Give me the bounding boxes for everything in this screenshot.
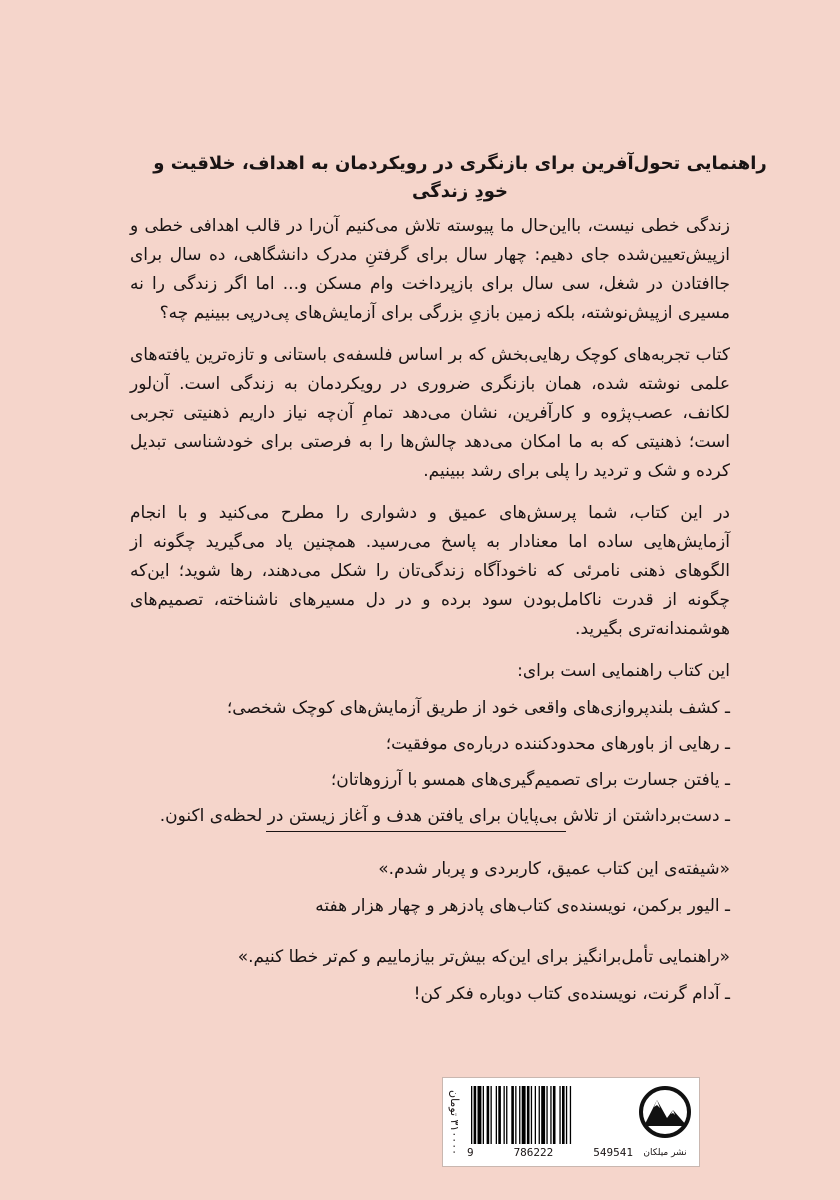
endorsements: [130, 855, 730, 1031]
isbn-digit-group-1: 786222: [513, 1146, 554, 1159]
book-subtitle: راهنمایی تحول‌آفرین برای بازنگری در رویکردمان به اهداف، خلاقیت و خودِ زندگی: [153, 153, 767, 202]
quote-author: ـ الیور برکمن، نویسنده‌ی کتاب‌های پادزهر و چهار هزار هفته: [315, 896, 730, 916]
benefit-list: [130, 694, 730, 831]
list-item: ـ رهایی از باورهای محدودکننده درباره‌ی موفقیت؛: [385, 734, 730, 754]
list-item: ـ کشف بلندپروازی‌های واقعی خود از طریق آزمایش‌های کوچک شخصی؛: [226, 698, 730, 718]
blurb-paragraph-1: زندگی خطی نیست، بااین‌حال ما پیوسته تلاش می‌کنیم آن‌را در قالب اهدافی خطی و ازپیش‌تعیین‌شده جای دهیم: چهار سال برای گرفتنِ مدرک دانشگاهی، ده سال برای جاافتادن در شغل، سی سال برای بازپرداخت وام مسکن و... اما اگر زندگی را نه مسیری ازپیش‌نوشته، بلکه زمین بازیِ بزرگی برای آزمایش‌های پی‌درپی ببینیم چه؟: [130, 216, 730, 323]
blurb-paragraph-2: کتاب تجربه‌های کوچک رهایی‌بخش که بر اساس فلسفه‌ی باستانی و تازه‌ترین یافته‌های علمی نوشته شده، همان بازنگری ضروری در رویکردمان به زندگی است. آن‌لور لکانف، عصب‌پژوه و کارآفرین، نشان می‌دهد تمامِ آن‌چه نیاز داریم ذهنیتی تجربی است؛ ذهنیتی که به ما امکان می‌دهد چالش‌ها را به فرصتی برای خودشناسی تبدیل کرده و شک و تردید را پلی برای رشد ببینیم.: [130, 345, 730, 481]
blurb: [130, 212, 730, 838]
isbn-digits: [467, 1146, 633, 1159]
publisher-logo: [635, 1082, 695, 1162]
mountain-logo-icon: [637, 1082, 693, 1146]
list-item: ـ دست‌برداشتن از تلاش بی‌پایان برای یافتن هدف و آغاز زیستن در لحظه‌ی اکنون.: [159, 806, 730, 826]
blurb-paragraph-3: در این کتاب، شما پرسش‌های عمیق و دشواری را مطرح می‌کنید و با انجام آزمایش‌هایی ساده اما معنادار به پاسخ می‌رسید. همچنین یاد می‌گیرید چگونه از الگوهای ذهنی نامرئی که ناخودآگاه زندگی‌تان را شکل می‌دهند، رها شوید؛ این‌که چگونه از قدرت ناکامل‌بودن سود برده و در دل مسیرهای ناشناخته، تصمیم‌های هوشمندانه‌تری بگیرید.: [130, 503, 730, 639]
quote-author: ـ آدام گرنت، نویسنده‌ی کتاب دوباره فکر کن!: [413, 984, 730, 1004]
isbn-digit-prefix: 9: [467, 1146, 474, 1159]
publisher-name: نشر میلکان: [643, 1148, 687, 1158]
endorsement-1: [130, 855, 730, 921]
list-item: ـ یافتن جسارت برای تصمیم‌گیری‌های همسو با آرزوهاتان؛: [330, 770, 730, 790]
quote-text: «راهنمایی تأمل‌برانگیز برای این‌که بیش‌تر بیازماییم و کم‌تر خطا کنیم.»: [237, 947, 730, 967]
endorsement-2: [130, 943, 730, 1009]
price-label: [443, 1078, 465, 1166]
list-title: این کتاب راهنمایی است برای:: [517, 661, 730, 681]
barcode-panel: [442, 1077, 700, 1167]
barcode-bars: [469, 1086, 633, 1144]
isbn-digit-group-2: 549541: [593, 1146, 633, 1159]
quote-text: «شیفته‌ی این کتاب عمیق، کاربردی و پربار شدم.»: [378, 859, 730, 879]
price-text: ۳۱۰۰۰۰ تومان: [447, 1089, 461, 1155]
divider: [266, 831, 566, 832]
